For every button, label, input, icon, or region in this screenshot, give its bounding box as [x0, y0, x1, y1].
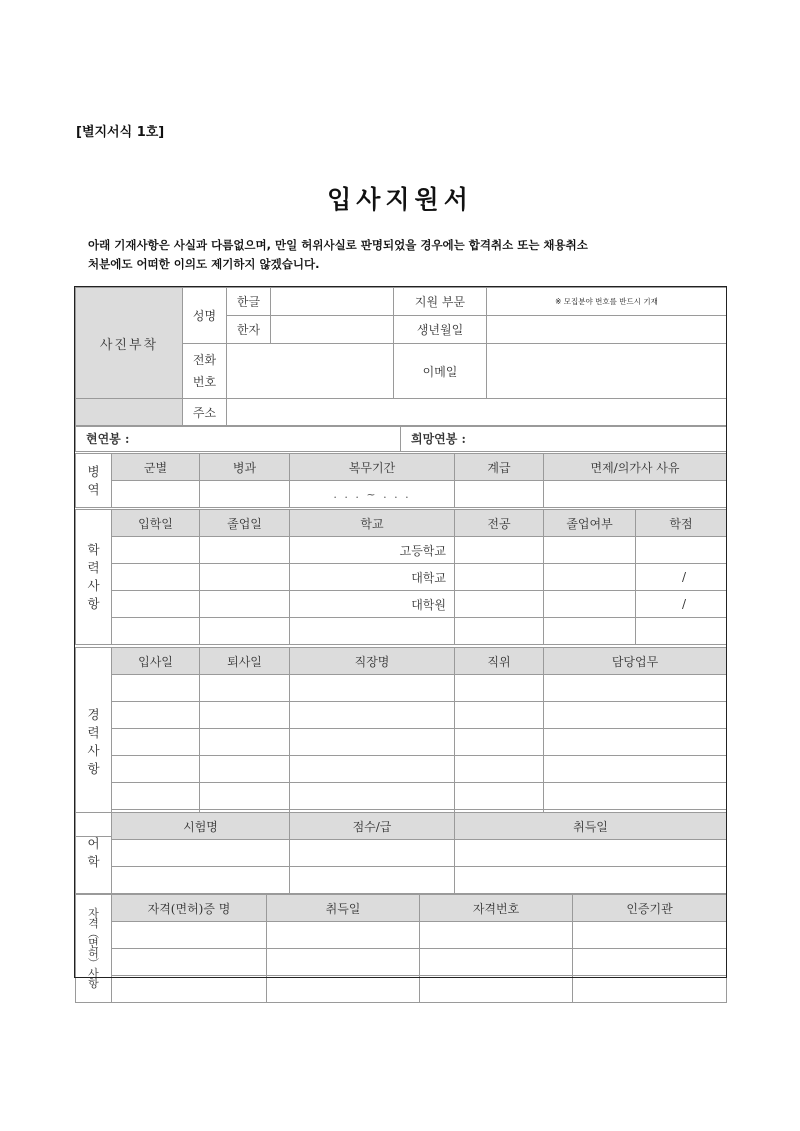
military-period-field[interactable]: . . . ~ . . .: [290, 481, 455, 508]
school-graduate[interactable]: 대학원: [290, 591, 455, 618]
gpa-graduate[interactable]: /: [636, 591, 727, 618]
career-header-duty: 담당업무: [544, 648, 727, 675]
education-header-gpa: 학점: [636, 510, 727, 537]
education-row: [76, 564, 727, 591]
military-header-period: 복무기간: [290, 454, 455, 481]
salary-table: [75, 425, 727, 452]
photo-area-bottom: [76, 399, 183, 427]
notice-line-2: 처분에도 어떠한 이의도 제기하지 않겠습니다.: [88, 257, 320, 271]
email-label: 이메일: [394, 344, 487, 399]
education-header-graduate: 졸업일: [200, 510, 290, 537]
license-header-date: 취득일: [267, 895, 420, 922]
apply-dept-label: 지원 부문: [394, 288, 487, 316]
school-university[interactable]: 대학교: [290, 564, 455, 591]
language-table: [75, 812, 727, 894]
career-row: [76, 729, 727, 756]
career-row: [76, 756, 727, 783]
hanja-label: 한자: [227, 316, 271, 344]
name-label: 성명: [183, 288, 227, 344]
hanja-name-field[interactable]: [271, 316, 394, 344]
hangul-label: 한글: [227, 288, 271, 316]
education-header-major: 전공: [455, 510, 544, 537]
education-side-label: 학 력 사 항: [76, 510, 112, 645]
education-header-school: 학교: [290, 510, 455, 537]
language-header-test: 시험명: [112, 813, 290, 840]
notice: [88, 236, 748, 274]
hangul-name-field[interactable]: [271, 288, 394, 316]
career-row: [76, 783, 727, 810]
license-row: [76, 949, 727, 976]
current-salary[interactable]: 현연봉 :: [76, 426, 401, 452]
language-header-date: 취득일: [455, 813, 727, 840]
education-header-enroll: 입학일: [112, 510, 200, 537]
language-row: [76, 840, 727, 867]
license-header-issuer: 인증기관: [573, 895, 727, 922]
personal-info-table: [75, 287, 727, 427]
military-header-specialty: 병과: [200, 454, 290, 481]
career-row: [76, 702, 727, 729]
education-row: [76, 537, 727, 564]
language-row: [76, 867, 727, 894]
license-header-number: 자격번호: [420, 895, 573, 922]
education-row: [76, 591, 727, 618]
license-table: [75, 894, 727, 1003]
birth-label: 생년월일: [394, 316, 487, 344]
form-id: [별지서식 1호]: [76, 125, 165, 140]
military-side-label: 병 역: [76, 454, 112, 508]
phone-label-line2: 번호: [192, 375, 217, 389]
military-rank-field[interactable]: [455, 481, 544, 508]
military-header-branch: 군별: [112, 454, 200, 481]
education-table: [75, 509, 727, 645]
address-field[interactable]: [227, 399, 727, 427]
page-title: 입사지원서: [327, 185, 473, 214]
career-header-join: 입사일: [112, 648, 200, 675]
license-header-name: 자격(면허)증 명: [112, 895, 267, 922]
photo-area[interactable]: 사진부착: [76, 288, 183, 399]
military-header-rank: 계급: [455, 454, 544, 481]
phone-label: [183, 344, 227, 399]
license-row: [76, 976, 727, 1003]
school-high[interactable]: 고등학교: [290, 537, 455, 564]
email-field[interactable]: [487, 344, 727, 399]
military-branch-field[interactable]: [112, 481, 200, 508]
education-row: [76, 618, 727, 645]
military-specialty-field[interactable]: [200, 481, 290, 508]
military-table: [75, 453, 727, 508]
career-side-label: 경 력 사 항: [76, 648, 112, 837]
military-header-exemption: 면제/의가사 사유: [544, 454, 727, 481]
phone-label-line1: 전화: [192, 353, 217, 367]
phone-field[interactable]: [227, 344, 394, 399]
license-row: [76, 922, 727, 949]
address-label: 주소: [183, 399, 227, 427]
career-header-position: 직위: [455, 648, 544, 675]
career-table: [75, 647, 727, 837]
gpa-university[interactable]: /: [636, 564, 727, 591]
language-header-score: 점수/급: [290, 813, 455, 840]
language-side-label: 어 학: [76, 813, 112, 894]
career-header-leave: 퇴사일: [200, 648, 290, 675]
license-side-label: 자 격 ︵ 면 허 ︶ 사 항: [76, 895, 112, 1003]
career-row: [76, 675, 727, 702]
notice-line-1: 아래 기재사항은 사실과 다름없으며, 만일 허위사실로 판명되었을 경우에는 합격취소 또는 채용취소: [88, 238, 588, 252]
career-header-company: 직장명: [290, 648, 455, 675]
education-header-status: 졸업여부: [544, 510, 636, 537]
apply-dept-field[interactable]: ※ 모집분야 번호를 반드시 기재: [487, 288, 727, 316]
military-exemption-field[interactable]: [544, 481, 727, 508]
birth-field[interactable]: [487, 316, 727, 344]
desired-salary[interactable]: 희망연봉 :: [401, 426, 727, 452]
